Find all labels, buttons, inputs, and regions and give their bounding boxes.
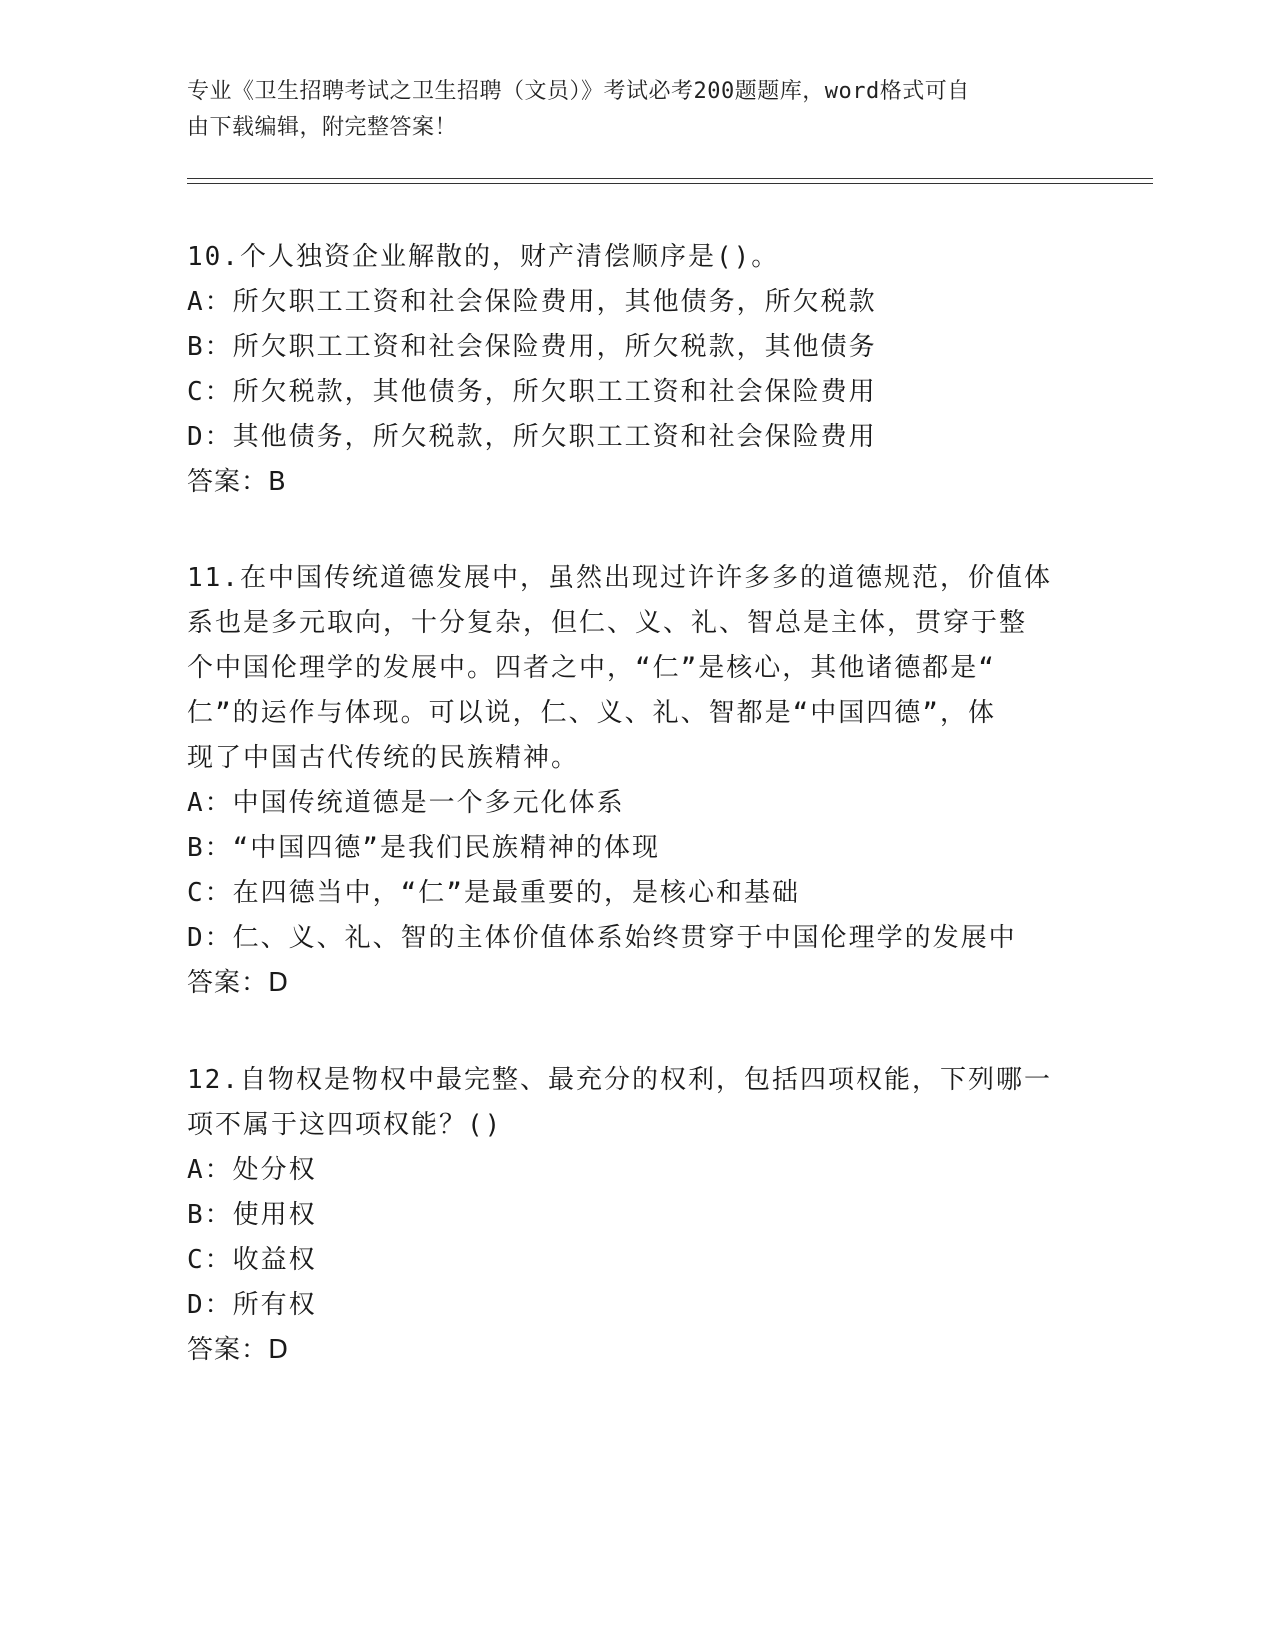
option-a: A：所欠职工工资和社会保险费用，其他债务，所欠税款 [187, 287, 877, 317]
option-c: C：所欠税款，其他债务，所欠职工工资和社会保险费用 [187, 377, 877, 407]
option-c: C：在四德当中，“仁”是最重要的，是核心和基础 [187, 878, 800, 908]
document-intro [187, 74, 1067, 146]
option-d: D：仁、义、礼、智的主体价值体系始终贯穿于中国伦理学的发展中 [187, 923, 1017, 953]
header-divider-top [187, 178, 1153, 179]
question-stem-line: 个中国伦理学的发展中。四者之中，“仁”是核心，其他诸德都是“ [187, 653, 996, 683]
answer-label: 答案：D [187, 1335, 290, 1365]
intro-line-2: 由下载编辑，附完整答案！ [187, 115, 458, 140]
question-11 [187, 556, 1087, 1006]
option-b: B：所欠职工工资和社会保险费用，所欠税款，其他债务 [187, 332, 877, 362]
question-10 [187, 235, 1087, 505]
option-b: B：使用权 [187, 1200, 317, 1230]
answer-label: 答案：B [187, 467, 287, 497]
question-stem-line: 现了中国古代传统的民族精神。 [187, 743, 580, 773]
option-c: C：收益权 [187, 1245, 317, 1275]
question-stem-line: 11.在中国传统道德发展中，虽然出现过许许多多的道德规范，价值体 [187, 563, 1052, 593]
option-d: D：所有权 [187, 1290, 317, 1320]
header-divider-bottom [187, 183, 1153, 184]
option-d: D：其他债务，所欠税款，所欠职工工资和社会保险费用 [187, 422, 877, 452]
question-stem-line: 10.个人独资企业解散的，财产清偿顺序是()。 [187, 242, 780, 272]
question-stem-line: 系也是多元取向，十分复杂，但仁、义、礼、智总是主体，贯穿于整 [187, 608, 1028, 638]
option-a: A：中国传统道德是一个多元化体系 [187, 788, 625, 818]
question-stem-line: 项不属于这四项权能？() [187, 1110, 503, 1140]
intro-line-1: 专业《卫生招聘考试之卫生招聘（文员）》考试必考200题题库，word格式可自 [187, 79, 970, 104]
answer-label: 答案：D [187, 968, 290, 998]
question-stem-line: 12.自物权是物权中最完整、最充分的权利，包括四项权能，下列哪一 [187, 1065, 1052, 1095]
question-12 [187, 1058, 1087, 1373]
option-a: A：处分权 [187, 1155, 317, 1185]
question-stem-line: 仁”的运作与体现。可以说，仁、义、礼、智都是“中国四德”，体 [187, 698, 996, 728]
option-b: B：“中国四德”是我们民族精神的体现 [187, 833, 660, 863]
